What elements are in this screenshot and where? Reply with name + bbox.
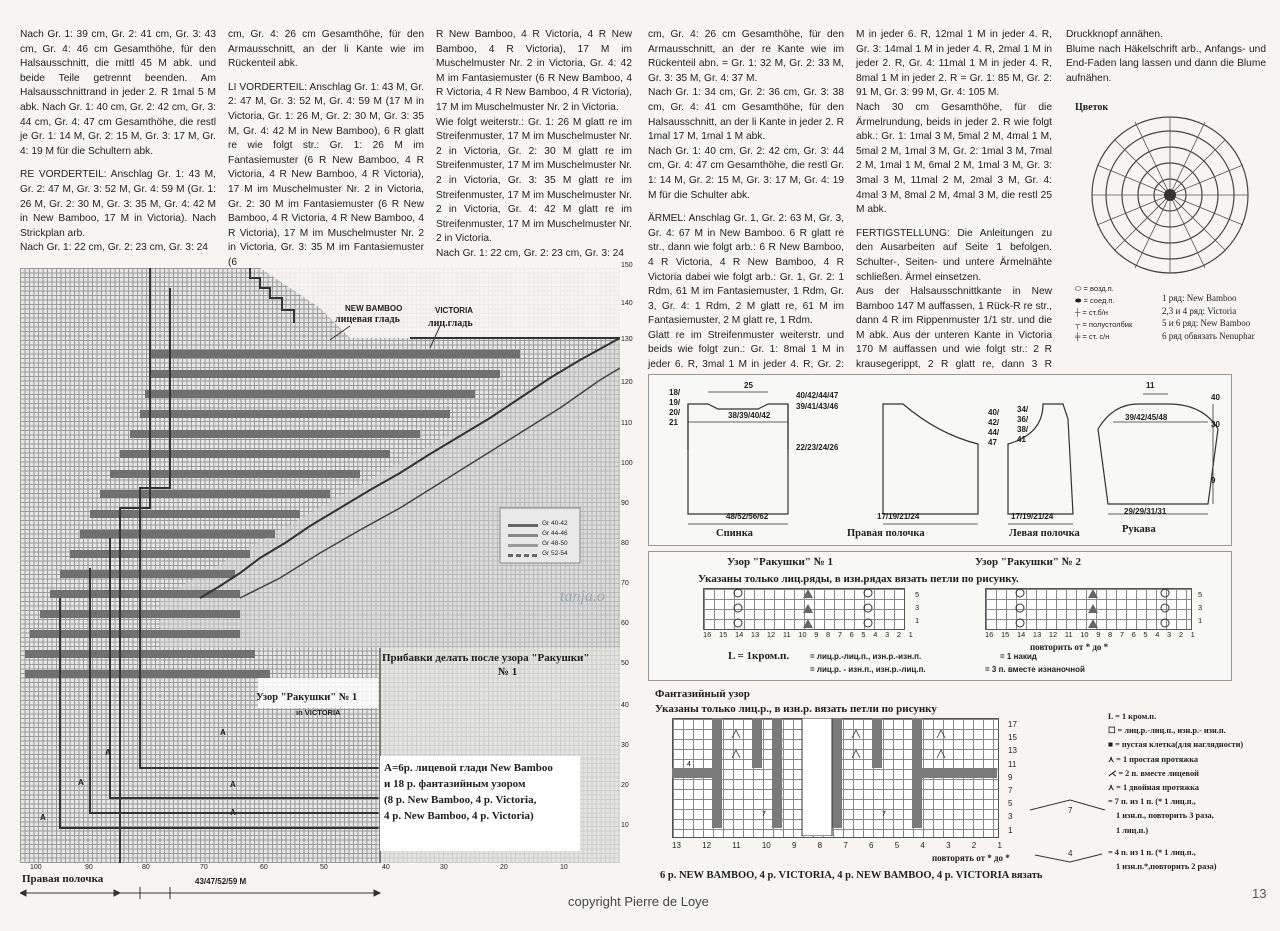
size-legend-3: Gr 48-50 [542, 540, 568, 547]
dim-label: 34/ 36/ 38/ 41 [1017, 405, 1029, 444]
increase-note: Прибавки делать после узора "Ракушки" [382, 652, 590, 664]
paragraph: cm, Gr. 4: 26 cm Gesamthöhe, für den Armausschnitt, an der li Kante wie im Rückenteil abk. [228, 29, 427, 70]
paragraph: Nach Gr. 1: 34 cm, Gr. 2: 36 cm, Gr. 3: 38 cm, Gr. 4: 41 cm Gesamthöhe, für den Halsausschnitt, an der li Kante in jeder 2. R 1mal 17 M, 1mal 1 M abk. [648, 87, 847, 143]
fancy-bottom-numbers: 13 12 11 10 9 8 7 6 5 4 3 2 1 [672, 841, 1002, 850]
oval-icon: ⬭ [1075, 284, 1082, 293]
legend-item: ⋏ = 1 простая протяжка [1108, 754, 1199, 764]
label-new-bamboo-ru: лицевая гладь [335, 314, 400, 325]
dim-label: 48/52/56/62 [726, 512, 769, 521]
x-tick: 90 [85, 864, 93, 871]
shell-row-numbers-2: 5 3 1 [1198, 590, 1203, 625]
text-column-1 [20, 28, 219, 256]
shell-legend-1: = лиц.р.-лиц.п., изн.р.-изн.п. [810, 652, 922, 661]
shell-label-sub: in VICTORIA [296, 708, 341, 717]
y-tick: 50 [621, 660, 629, 667]
x-tick: 10 [560, 864, 568, 871]
svg-text:4: 4 [687, 761, 691, 768]
copyright: copyright Pierre de Loye [568, 894, 709, 909]
paragraph: M in jeder 6. R, 12mal 1 M in jeder 4. R, Gr. 3: 14mal 1 M in jeder 4. R, 2mal 1 M in jeder 2. R, Gr. 4: 11mal 1 M in jeder 4. R, 8mal 1 M in jeder 2. R = Gr. 1: 85 M, Gr. 2: 91 M, Gr. 3: 99 M, Gr. 4: 105 M. [856, 29, 1055, 99]
shell-symbols [703, 588, 1203, 628]
empty-box-icon: ☐ [1108, 726, 1116, 736]
label-new-bamboo: NEW BAMBOO [345, 304, 403, 313]
dim-label: 17/19/21/24 [877, 512, 920, 521]
a-mark: A [78, 778, 84, 787]
y-tick: 70 [621, 580, 629, 587]
dim-label: 17/19/21/24 [1011, 512, 1054, 521]
shell-numbers-2: 16 15 14 13 12 11 10 9 8 7 6 5 4 3 2 1 [985, 630, 1195, 639]
increase-note-num: № 1 [498, 666, 518, 678]
paragraph: Glatt re im Streifenmuster weiterstr. und beids wie folgt zun.: Gr. 1: 8mal 1 M in jeder 6. R, 3mal 1 M in jeder 4. R, Gr. 2: [648, 329, 844, 371]
paragraph: Nach 30 cm Gesamthöhe, für die Ärmelrundung, beids in jeder 2. R wie folgt abk.: Gr. 1: 1mal 3 M, 5mal 2 M, 4mal 1 M, 5mal 2 M, 1mal 3 M, Gr. 2: 1mal 3 M, 7mal 2 M, 1mal 1 M, 6mal 2 M, 1mal 3 M, Gr. 3: 3mal 3 M, 11mal 2 M, 2mal 3 M, Gr. 4: 4mal 3 M, 8mal 2 M, 4mal 3 M, die restl 25 M abk. [856, 101, 1055, 216]
y-tick: 100 [621, 460, 633, 467]
dim-label: 40 [1211, 393, 1220, 402]
shell-repeat: повторить от * до * [1030, 642, 1109, 652]
text-column-3 [436, 28, 635, 262]
edge-stitch-icon: L [1108, 712, 1114, 721]
dim-label: 29/29/31/31 [1124, 507, 1167, 516]
legend-item: = 4 п. из 1 п. (* 1 лиц.п., [1108, 847, 1196, 857]
text-column-6 [1066, 28, 1269, 86]
svg-text:7: 7 [762, 811, 766, 818]
paragraph: Aus der Halsausschnittkante in New Bamboo 147 M auffassen, 1 Rück-R re str., dann 4 R im Rippenmuster 1/1 str. und die M abk. Aus der unteren Kante in Victoria 170 M auffassen und wie folgt str.: 2 R krausegerippt, 2 R glatt re, dann 3 R [856, 286, 1052, 371]
fancy-subtitle: Указаны только лиц.р., в изн.р. вязать петли по рисунку [655, 703, 937, 715]
paragraph: Nach Gr. 1: 40 cm, Gr. 2: 42 cm, Gr. 3: 44 cm, Gr. 4: 47 cm Gesamthöhe, die restl Gr. 1: 14 M, Gr. 2: 15 M, Gr. 3: 17 M, Gr. 4: 19 M für die Schulter abk. [648, 145, 847, 201]
dim-label: 25 [744, 381, 753, 390]
dim-label: 40/ 42/ 44/ 47 [988, 408, 1000, 447]
y-tick: 40 [621, 702, 629, 709]
label-victoria-ru: лиц.гладь [428, 318, 473, 329]
y-tick: 20 [621, 782, 629, 789]
fancy-repeat: повторять от * до * [932, 853, 1010, 863]
label-victoria: VICTORIA [435, 306, 474, 315]
a-mark: A [230, 808, 236, 817]
a-mark: A [40, 813, 46, 822]
flower-row: 2,3 и 4 ряд: Victoria [1162, 305, 1237, 316]
text-column-5 [856, 28, 1055, 387]
shell-label: Узор "Ракушки" № 1 [256, 692, 358, 703]
shell-numbers: 16 15 14 13 12 11 10 9 8 7 6 5 4 3 2 1 [703, 630, 913, 639]
filled-oval-icon: ⬬ [1075, 296, 1082, 305]
a-note-1: A=6р. лицевой глади New Bamboo [384, 762, 553, 774]
x-tick: 70 [200, 864, 208, 871]
legend-item: L = 1 кром.п. [1108, 712, 1157, 721]
legend-item: ⋏ = 1 двойная протяжка [1108, 783, 1199, 793]
flower-legend [1075, 283, 1132, 343]
fancy-row-numbers: 17 15 13 11 9 7 5 3 1 [1008, 720, 1017, 835]
paragraph: R New Bamboo, 4 R Victoria, 4 R New Bamboo, 4 R Victoria), 17 M im Muschelmuster Nr. 2 in Victoria, Gr. 4: 42 M im Fantasiemuster (6 R New Bamboo, 4 R Victoria, 4 R New Bamboo, 4 R Victoria), 17 M im Muschelmuster Nr. 2 in Victoria. [436, 29, 635, 113]
legend-item: 1 лиц.п.) [1116, 825, 1149, 835]
x-tick: 30 [440, 864, 448, 871]
y-tick: 80 [621, 540, 629, 547]
y-tick: 60 [621, 620, 629, 627]
size-legend-4: Gr 52-54 [542, 550, 568, 557]
x-tick: 100 [30, 864, 42, 871]
paragraph: FERTIGSTELLUNG: Die Anleitungen zu den Ausarbeiten auf Seite 1 befolgen. Schulter-, Seiten- und untere Ärmelnähte schließen. Ärmel einsetzen. [856, 227, 1055, 283]
legend-item: 1 изн.п.*,повторить 2 раза) [1116, 862, 1217, 872]
legend-lines [1030, 790, 1110, 880]
paragraph: Nach Gr. 1: 22 cm, Gr. 2: 23 cm, Gr. 3: 24 [436, 247, 624, 259]
chart-caption: Правая полочка [22, 873, 104, 885]
fancy-stripes: 6 р. NEW BAMBOO, 4 р. VICTORIA, 4 р. NEW BAMBOO, 4 р. VICTORIA вязать [660, 870, 1043, 881]
y-tick: 10 [621, 822, 629, 829]
dim-label: 18/ 19/ 20/ 21 [669, 388, 681, 427]
flower-row: 6 ряд обвязать Nenuphar [1162, 330, 1255, 341]
dim-label: 11 [1146, 381, 1155, 390]
dim-label: 40/42/44/47 [796, 391, 839, 400]
flower-row: 1 ряд: New Bamboo [1162, 293, 1237, 303]
size-legend-2: Gr 44-46 [542, 530, 568, 537]
double-slip-icon: ⋏ [1108, 783, 1115, 793]
page-number: 13 [1252, 886, 1267, 901]
legend-item: ⬭ = возд.п. [1075, 284, 1114, 293]
x-tick: 40 [382, 864, 390, 871]
flower-rows [1162, 292, 1255, 342]
shell-legend-3: = лиц.р. - изн.п., изн.р.-лиц.п. [810, 665, 926, 674]
width-arrows [20, 873, 620, 903]
half-stitch-icon: ┬ [1075, 320, 1081, 329]
dim-label: 39/42/45/48 [1125, 413, 1168, 422]
paragraph: RE VORDERTEIL: Anschlag Gr. 1: 43 M, Gr. 2: 47 M, Gr. 3: 52 M, Gr. 4: 59 M (Gr. 1: 26 M, Gr. 2: 30 M, Gr. 3: 35 M, Gr. 4: 42 M in New Bamboo, 17 M in Victoria). Nach Strickplan arb. [20, 169, 219, 239]
schematic-name: Спинка [716, 528, 753, 539]
a-mark: A [220, 728, 226, 737]
legend-item: ☐ = лиц.р.-лиц.п., изн.р.- изн.п. [1108, 726, 1226, 736]
double-stitch-icon: ╪ [1075, 332, 1081, 341]
a-mark: A [105, 748, 111, 757]
paragraph: LI VORDERTEIL: Anschlag Gr. 1: 43 M, Gr. 2: 47 M, Gr. 3: 52 M, Gr. 4: 59 M (17 M in Victoria, Gr. 1: 26 M, Gr. 2: 30 M, Gr. 3: 35 M, Gr. 4: 42 M in New Bamboo), 6 R glatt re wie folgt str.: Gr. 1: 26 M im Fantasiemuster (6 R New Bamboo, 4 R Victoria, 4 R New Bamboo, 4 R Victoria), 17 M im Muschelmuster Nr. 2 in Victoria, Gr. 2: 30 M im Fantasiemuster (6 R New Bamboo, 4 R Victoria, 4 R New Bamboo, 4 R Victoria), 17 M im Muschelmuster Nr. 2 in Victoria, Gr. 3: 35 M im Fantasiemuster (6 [228, 81, 427, 268]
legend-item: ■ = пустая клетка(для наглядности) [1108, 740, 1244, 750]
dim-label: 9 [1211, 476, 1216, 485]
paragraph: Nach Gr. 1: 39 cm, Gr. 2: 41 cm, Gr. 3: 43 cm, Gr. 4: 46 cm Gesamthöhe, für den Halsausschnitt, die mittl 45 M abk. und beide Teile getrennt beenden. Am Halsausschnittrand in jeder 2. R 1mal 5 M abk. Nach Gr. 1: 40 cm, Gr. 2: 42 cm, Gr. 3: 44 cm, Gr. 4: 47 cm Gesamthöhe, die restl je Gr. 1: 14 M, Gr. 2: 15 M, Gr. 3: 17 M, Gr. 4: 19 M für die Schultern abk. [20, 29, 219, 157]
paragraph: cm, Gr. 4: 26 cm Gesamthöhe, für den Armausschnitt, an der re Kante wie im Rückenteil abn. = Gr. 1: 32 M, Gr. 2: 33 M, Gr. 3: 35 M, Gr. 4: 37 M. [648, 29, 847, 84]
chart-width-label: 43/47/52/59 M [195, 877, 247, 886]
y-tick: 110 [621, 420, 633, 427]
filled-box-icon: ■ [1108, 740, 1114, 750]
legend-item: = 7 п. из 1 п. (* 1 лиц.п., [1108, 797, 1196, 807]
x-tick: 20 [500, 864, 508, 871]
shell-legend-4: = 3 п. вместе изнаночной [985, 665, 1085, 674]
a-mark: A [230, 780, 236, 789]
a-note-2: и 18 р. фантазийным узором [384, 778, 526, 790]
legend-item: 1 изн.п., повторить 3 раза, [1116, 811, 1214, 821]
x-tick: 50 [320, 864, 328, 871]
fancy-symbols [672, 718, 997, 836]
y-tick: 120 [621, 379, 633, 386]
legend-item: ┬ = полустолбик [1075, 320, 1133, 329]
paragraph: Wie folgt weiterstr.: Gr. 1: 26 M glatt re im Streifenmuster, 17 M im Muschelmuster Nr. 2 in Victoria, Gr. 2: 30 M glatt re im Streifenmuster, 17 M im Muschelmuster Nr. 2 in Victoria, Gr. 3: 35 M glatt re im Streifenmuster, 17 M im Muschelmuster Nr. 2 in Victoria, Gr. 4: 42 M glatt re im Streifenmuster, 17 M im Muschelmuster Nr. 2 in Victoria. [436, 116, 635, 245]
svg-text:7: 7 [882, 811, 886, 818]
a-note-4: 4 р. New Bamboo, 4 р. Victoria) [384, 810, 534, 822]
schematic-name: Правая полочка [847, 528, 925, 539]
k2tog-icon: ⋌ [1108, 768, 1117, 778]
knitting-chart [20, 268, 620, 863]
flower-row: 5 и 6 ряд: New Bamboo [1162, 318, 1251, 328]
shell-title-2: Узор "Ракушки" № 2 [975, 556, 1082, 568]
paragraph: Druckknopf annähen. [1066, 29, 1163, 40]
dim-label: 39/41/43/46 [796, 402, 839, 411]
legend-four: 4 [1068, 849, 1073, 858]
y-tick: 130 [621, 336, 633, 343]
fancy-legend [1108, 710, 1243, 874]
legend-seven: 7 [1068, 806, 1073, 815]
schematic-name: Рукава [1122, 524, 1156, 535]
shell-title-1: Узор "Ракушки" № 1 [727, 556, 834, 568]
shell-legend-2: = 1 накид [1000, 652, 1037, 661]
paragraph: Nach Gr. 1: 22 cm, Gr. 2: 23 cm, Gr. 3: 24 [20, 242, 208, 254]
shell-subtitle: Указаны только лиц.ряды, в изн.рядах вязать петли по рисунку. [698, 573, 1019, 585]
x-tick: 60 [260, 864, 268, 871]
text-column-4 [648, 28, 847, 387]
watermark: tanja.o [560, 588, 605, 605]
flower-title: Цветок [1075, 102, 1109, 113]
y-axis [621, 262, 637, 862]
schematic-name: Левая полочка [1009, 528, 1080, 539]
a-note-3: (8 р. New Bamboo, 4 р. Victoria, [384, 794, 537, 806]
legend-item: ┼ = ст.б/н [1075, 308, 1108, 317]
legend-item: ╪ = ст. с/н [1075, 332, 1110, 341]
y-tick: 140 [621, 300, 633, 307]
y-tick: 90 [621, 500, 629, 507]
dim-label: 30 [1211, 420, 1220, 429]
legend-item: ⋌ = 2 п. вместе лицевой [1108, 768, 1199, 778]
dim-label: 22/23/24/26 [796, 443, 839, 452]
slip-stitch-icon: ⋏ [1108, 754, 1115, 764]
flower-diagram [1075, 110, 1265, 300]
y-tick: 150 [621, 262, 633, 269]
legend-item: ⬬ = соед.п. [1075, 296, 1115, 305]
size-legend-1: Gr 40-42 [542, 520, 568, 527]
shell-legend-l: L = 1кром.п. [728, 650, 790, 662]
paragraph: Blume nach Häkelschrift arb., Anfangs- und End-Faden lang lassen und dann die Blume aufnähen. [1066, 43, 1269, 84]
text-column-2 [228, 28, 427, 271]
y-tick: 30 [621, 742, 629, 749]
shell-row-numbers: 5 3 1 [915, 590, 920, 625]
dim-label: 38/39/40/42 [728, 411, 771, 420]
fancy-title: Фантазийный узор [655, 688, 750, 700]
cross-icon: ┼ [1075, 308, 1081, 317]
paragraph: ÄRMEL: Anschlag Gr. 1, Gr. 2: 63 M, Gr. 3, Gr. 4: 67 M in New Bamboo. 6 R glatt re str., dann wie folgt arb.: 6 R New Bamboo, 4 R Victoria, 4 R New Bamboo, 4 R Victoria dabei wie folgt arb.: Gr. 1, Gr. 2: 1 Rdm, 61 M im Fantasiemuster, 1 Rdm, Gr. 3, Gr. 4: 1 Rdm, 2 M glatt re, 61 M im Fantasiemuster, 2 M glatt re, 1 Rdm. [648, 213, 847, 327]
x-tick: 80 [142, 864, 150, 871]
